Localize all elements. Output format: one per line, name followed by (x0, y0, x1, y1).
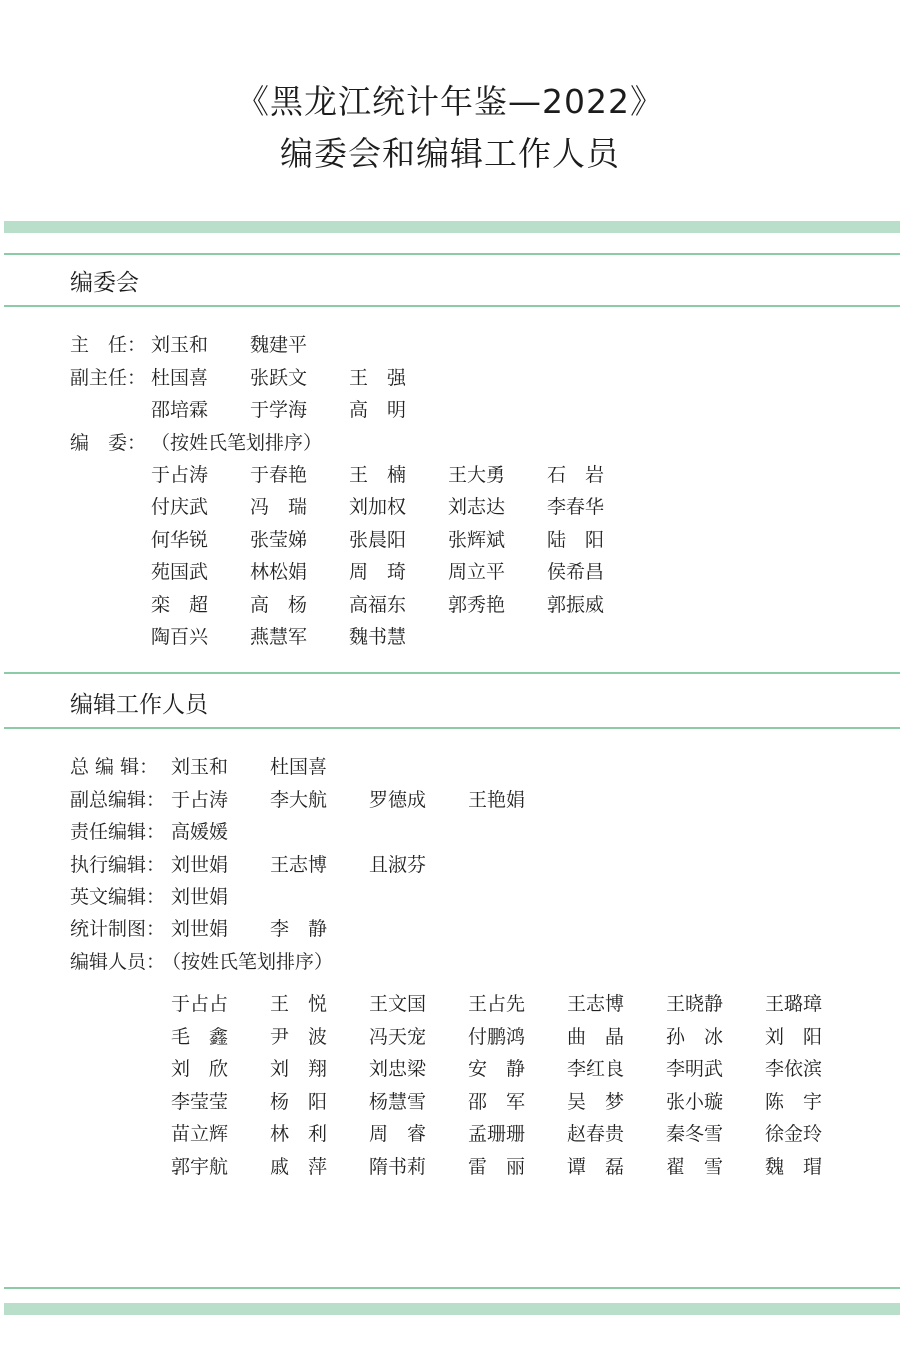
name-entry: 王志博 (270, 854, 328, 876)
name-entry: 冯天宠 (369, 1025, 427, 1048)
name-entry: 张跃文 (250, 367, 308, 389)
name-entry: 王 强 (349, 367, 407, 389)
name-entry: 石 岩 (547, 464, 605, 486)
name-entry: 高媛媛 (171, 821, 229, 843)
name-entry: 杨慧雪 (369, 1090, 427, 1113)
name-entry: 林松娟 (250, 561, 308, 584)
name-entry: 王占先 (468, 993, 526, 1015)
divider (4, 305, 900, 307)
name-entry: 尹 波 (270, 1025, 328, 1048)
name-entry: 于学海 (250, 399, 308, 421)
name-entry: 李春华 (547, 496, 605, 519)
name-entry: 孟珊珊 (468, 1123, 526, 1146)
name-entry: 杨 阳 (270, 1090, 328, 1113)
name-entry: 王 楠 (349, 464, 407, 486)
name-entry: 王志博 (567, 993, 625, 1015)
name-entry: 谭 磊 (567, 1156, 625, 1178)
chart-editor-label: 统计制图： (70, 918, 166, 940)
name-entry: 郭秀艳 (448, 593, 506, 616)
name-entry: 于春艳 (250, 464, 308, 486)
name-entry: 于占占 (171, 993, 229, 1015)
section-heading-editorial-staff: 编辑工作人员 (70, 692, 208, 718)
staff-label: 编辑人员： (70, 951, 166, 973)
name-entry: 邵培霖 (151, 399, 209, 421)
name-entry: 刘志达 (448, 496, 506, 519)
name-entry: 郭振威 (547, 593, 605, 616)
name-entry: 付庆武 (151, 496, 209, 519)
name-entry: 赵春贵 (567, 1123, 625, 1146)
bottom-accent-bar (4, 1303, 900, 1315)
name-entry: 王璐璋 (765, 993, 823, 1015)
name-entry: 侯希昌 (547, 561, 605, 584)
name-entry: 刘 欣 (171, 1058, 229, 1081)
name-entry: 林 利 (270, 1123, 328, 1146)
chief-editor-label: 总 编 辑： (70, 756, 159, 778)
name-entry: 王文国 (369, 993, 427, 1015)
name-entry: 李依滨 (765, 1058, 823, 1081)
name-entry: 冯 瑞 (250, 496, 308, 519)
name-entry: 苑国武 (151, 561, 209, 584)
name-entry: 何华锐 (151, 528, 209, 551)
name-entry: 张小璇 (666, 1090, 724, 1113)
name-entry: 刘 翔 (270, 1058, 328, 1081)
name-entry: 刘玉和 (171, 756, 229, 778)
name-entry: 杜国喜 (270, 756, 328, 778)
name-entry: 李明武 (666, 1058, 724, 1081)
name-entry: 且淑芬 (369, 854, 427, 876)
name-entry: 王 悦 (270, 993, 328, 1015)
english-editor-label: 英文编辑： (70, 886, 166, 908)
name-entry: 安 静 (468, 1058, 526, 1081)
name-entry: 李大航 (270, 789, 328, 811)
name-entry: 陶百兴 (151, 626, 209, 648)
name-entry: 周 琦 (349, 561, 407, 584)
name-entry: 杜国喜 (151, 367, 209, 389)
name-entry: 刘世娟 (171, 854, 229, 876)
name-entry: 邵 军 (468, 1090, 526, 1113)
name-entry: 刘忠梁 (369, 1058, 427, 1081)
deputy-chief-editor-label: 副总编辑： (70, 789, 166, 811)
name-entry: 李 静 (270, 918, 328, 940)
page-title-line-1: 《黑龙江统计年鉴—2022》 (236, 82, 664, 121)
name-entry: 秦冬雪 (666, 1123, 724, 1146)
name-entry: 刘世娟 (171, 918, 229, 940)
name-entry: 毛 鑫 (171, 1025, 229, 1048)
top-accent-bar (4, 221, 900, 233)
responsible-editor-label: 责任编辑： (70, 821, 166, 843)
name-entry: 陆 阳 (547, 528, 605, 551)
name-entry: 魏 瑁 (765, 1156, 823, 1178)
divider (4, 672, 900, 674)
name-entry: 刘世娟 (171, 886, 229, 908)
members-label: 编 委： (70, 432, 147, 454)
staff-sort-note: （按姓氏笔划排序） (162, 951, 334, 973)
name-entry: 郭宇航 (171, 1156, 229, 1178)
name-entry: 王大勇 (448, 464, 506, 486)
name-entry: 周立平 (448, 561, 506, 584)
divider (4, 727, 900, 729)
name-entry: 李莹莹 (171, 1090, 229, 1113)
name-entry: 周 睿 (369, 1123, 427, 1146)
name-entry: 栾 超 (151, 593, 209, 616)
name-entry: 王艳娟 (468, 789, 526, 811)
name-entry: 陈 宇 (765, 1090, 823, 1113)
name-entry: 李红良 (567, 1058, 625, 1081)
name-entry: 刘 阳 (765, 1025, 823, 1048)
name-entry: 付鹏鸿 (468, 1025, 526, 1048)
deputy-director-label: 副主任： (70, 367, 147, 389)
name-entry: 孙 冰 (666, 1025, 724, 1048)
name-entry: 戚 萍 (270, 1156, 328, 1178)
name-entry: 魏书慧 (349, 626, 407, 648)
director-label: 主 任： (70, 334, 147, 356)
name-entry: 张晨阳 (349, 528, 407, 551)
name-entry: 高 明 (349, 399, 407, 421)
divider (4, 253, 900, 255)
name-entry: 王晓静 (666, 993, 724, 1015)
page-title-line-2: 编委会和编辑工作人员 (280, 134, 620, 173)
section-heading-editorial-board: 编委会 (70, 270, 139, 296)
name-entry: 高福东 (349, 593, 407, 616)
name-entry: 徐金玲 (765, 1123, 823, 1146)
name-entry: 刘加权 (349, 496, 407, 519)
name-entry: 于占涛 (151, 464, 209, 486)
name-entry: 张辉斌 (448, 528, 506, 551)
name-entry: 燕慧军 (250, 626, 308, 648)
name-entry: 吴 梦 (567, 1090, 625, 1113)
name-entry: 魏建平 (250, 334, 308, 356)
executive-editor-label: 执行编辑： (70, 854, 166, 876)
name-entry: 张莹娣 (250, 528, 308, 551)
name-entry: 雷 丽 (468, 1156, 526, 1178)
divider (4, 1287, 900, 1289)
members-sort-note: （按姓氏笔划排序） (151, 432, 323, 454)
name-entry: 于占涛 (171, 789, 229, 811)
name-entry: 苗立辉 (171, 1123, 229, 1146)
name-entry: 翟 雪 (666, 1156, 724, 1178)
name-entry: 曲 晶 (567, 1025, 625, 1048)
name-entry: 刘玉和 (151, 334, 209, 356)
name-entry: 隋书莉 (369, 1156, 427, 1178)
name-entry: 高 杨 (250, 593, 308, 616)
name-entry: 罗德成 (369, 789, 427, 811)
